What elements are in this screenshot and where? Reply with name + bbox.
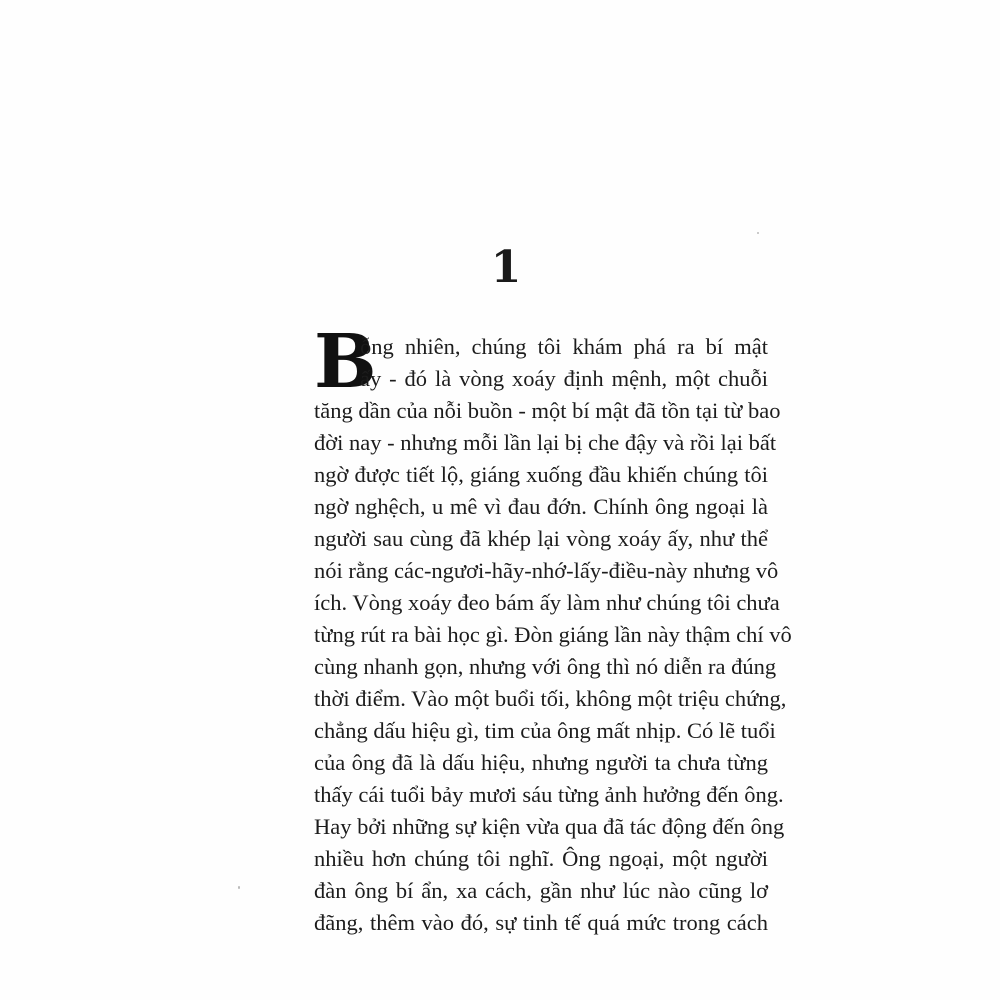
text-line: ấy - đó là vòng xoáy định mệnh, một chuỗi: [360, 366, 768, 391]
text-line: nói rằng các-ngươi-hãy-nhớ-lấy-điều-này nhưng vô: [314, 558, 779, 583]
text-line: của ông đã là dấu hiệu, nhưng người ta chưa từng: [314, 750, 768, 775]
text-line: ngờ nghệch, u mê vì đau đớn. Chính ông ngoại là: [314, 494, 768, 519]
text-line: người sau cùng đã khép lại vòng xoáy ấy, như thể: [314, 526, 768, 551]
paper-speck: [238, 886, 240, 889]
text-line: đãng, thêm vào đó, sự tinh tế quá mức trong cách: [314, 910, 768, 935]
text-line: tăng dần của nỗi buồn - một bí mật đã tồn tại từ bao: [314, 398, 781, 423]
text-line: nhiều hơn chúng tôi nghĩ. Ông ngoại, một người: [314, 846, 768, 871]
text-line: ích. Vòng xoáy đeo bám ấy làm như chúng tôi chưa: [314, 590, 780, 615]
text-line: thời điểm. Vào một buổi tối, không một triệu chứng,: [314, 686, 787, 711]
text-line: ỗng nhiên, chúng tôi khám phá ra bí mật: [360, 334, 768, 359]
text-line: chẳng dấu hiệu gì, tim của ông mất nhịp. Có lẽ tuổi: [314, 718, 776, 743]
text-line: đàn ông bí ẩn, xa cách, gần như lúc nào cũng lơ: [314, 878, 768, 903]
text-line: cùng nhanh gọn, nhưng với ông thì nó diễn ra đúng: [314, 654, 777, 679]
text-line: thấy cái tuổi bảy mươi sáu từng ảnh hưởng đến ông.: [314, 782, 784, 807]
text-line: ngờ được tiết lộ, giáng xuống đầu khiến chúng tôi: [314, 462, 768, 487]
text-line: Hay bởi những sự kiện vừa qua đã tác động đến ông: [314, 814, 785, 839]
paper-speck: [757, 232, 759, 234]
text-line: đời nay - nhưng mỗi lần lại bị che đậy và rồi lại bất: [314, 430, 777, 455]
text-line: từng rút ra bài học gì. Đòn giáng lần này thậm chí vô: [314, 622, 792, 647]
chapter-number: 1: [490, 242, 522, 293]
drop-cap: B: [314, 319, 377, 405]
